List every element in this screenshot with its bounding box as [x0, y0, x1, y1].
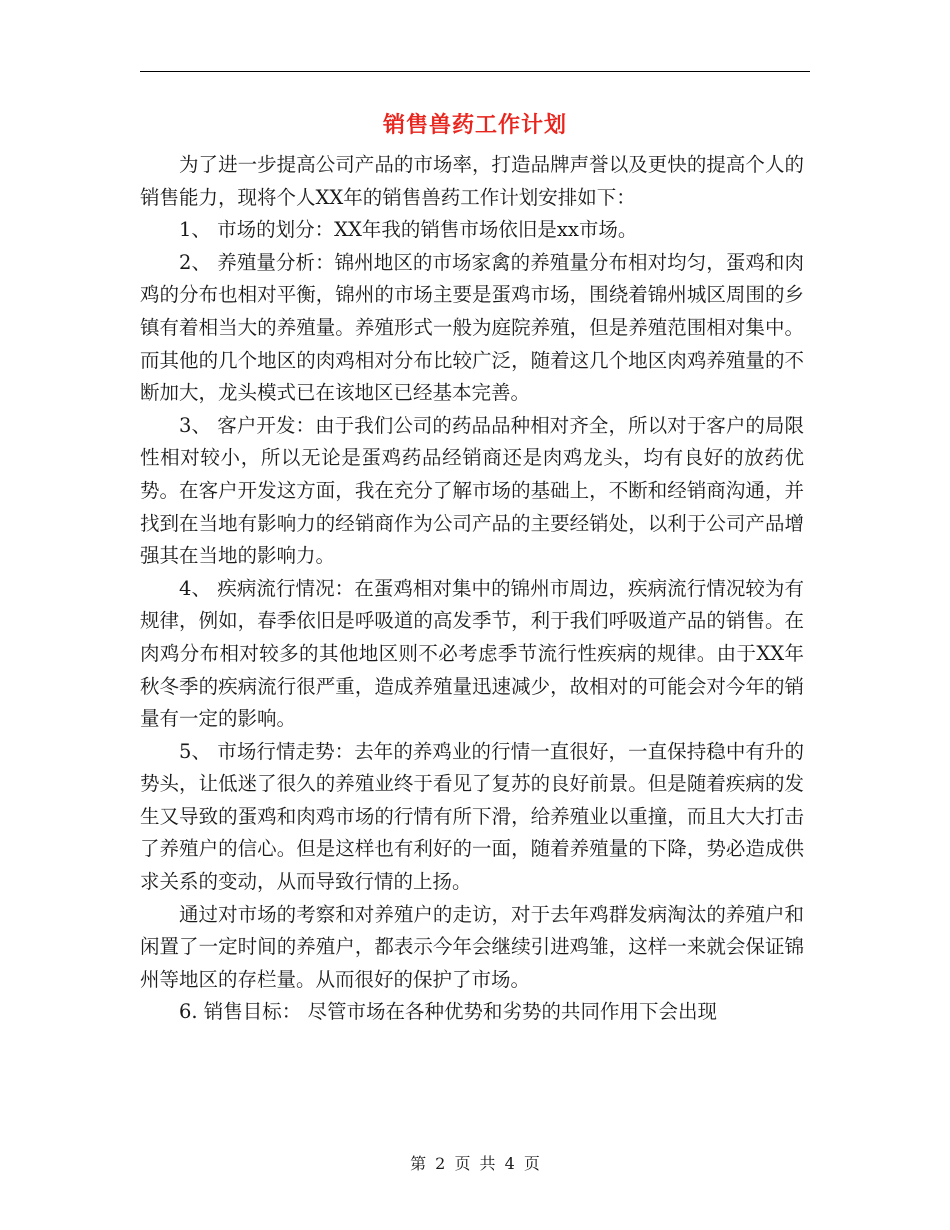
- paragraph-disease-situation: 4、 疾病流行情况：在蛋鸡相对集中的锦州市周边，疾病流行情况较为有规律，例如，春季依旧是呼吸道的高发季节，利于我们呼吸道产品的销售。在肉鸡分布相对较多的其他地区则不必考虑季节流行性疾病的规律。由于XX年秋冬季的疾病流行很严重，造成养殖量迅速减少，故相对的可能会对今年的销量有一定的影响。: [140, 576, 804, 731]
- paragraph-market-division: 1、 市场的划分：XX年我的销售市场依旧是xx市场。: [179, 218, 638, 242]
- paragraph-customer-development: 3、 客户开发：由于我们公司的药品品种相对齐全，所以对于客户的局限性相对较小，所以无论是蛋鸡药品经销商还是肉鸡龙头，均有良好的放药优势。在客户开发这方面，我在充分了解市场的基础上，不断和经销商沟通，并找到在当地有影响力的经销商作为公司产品的主要经销处，以利于公司产品增强其在当地的影响力。: [140, 413, 804, 568]
- header-rule: [140, 71, 810, 72]
- paragraph-intro: 为了进一步提高公司产品的市场率，打造品牌声誉以及更快的提高个人的销售能力，现将个人XX年的销售兽药工作计划安排如下：: [140, 153, 804, 209]
- paragraph-field-survey: 通过对市场的考察和对养殖户的走访，对于去年鸡群发病淘汰的养殖户和闲置了一定时间的养殖户，都表示今年会继续引进鸡雏，这样一来就会保证锦州等地区的存栏量。从而很好的保护了市场。: [140, 902, 804, 991]
- paragraph-breeding-analysis: 2、 养殖量分析：锦州地区的市场家禽的养殖量分布相对均匀，蛋鸡和肉鸡的分布也相对平衡，锦州的市场主要是蛋鸡市场，围绕着锦州城区周围的乡镇有着相当大的养殖量。养殖形式一般为庭院养殖，但是养殖范围相对集中。而其他的几个地区的肉鸡相对分布比较广泛，随着这几个地区肉鸡养殖量的不断加大，龙头模式已在该地区已经基本完善。: [140, 250, 804, 405]
- paragraph-market-trend: 5、 市场行情走势：去年的养鸡业的行情一直很好，一直保持稳中有升的势头，让低迷了很久的养殖业终于看见了复苏的良好前景。但是随着疾病的发生又导致的蛋鸡和肉鸡市场的行情有所下滑，给养殖业以重撞，而且大大打击了养殖户的信心。但是这样也有利好的一面，随着养殖量的下降，势必造成供求关系的变动，从而导致行情的上扬。: [140, 739, 804, 894]
- document-title: 销售兽药工作计划: [382, 112, 567, 138]
- page-number-footer: 第 2 页 共 4 页: [410, 1154, 540, 1173]
- paragraph-sales-target: 6. 销售目标： 尽管市场在各种优势和劣势的共同作用下会出现: [179, 1000, 718, 1024]
- document-body: [140, 149, 804, 1029]
